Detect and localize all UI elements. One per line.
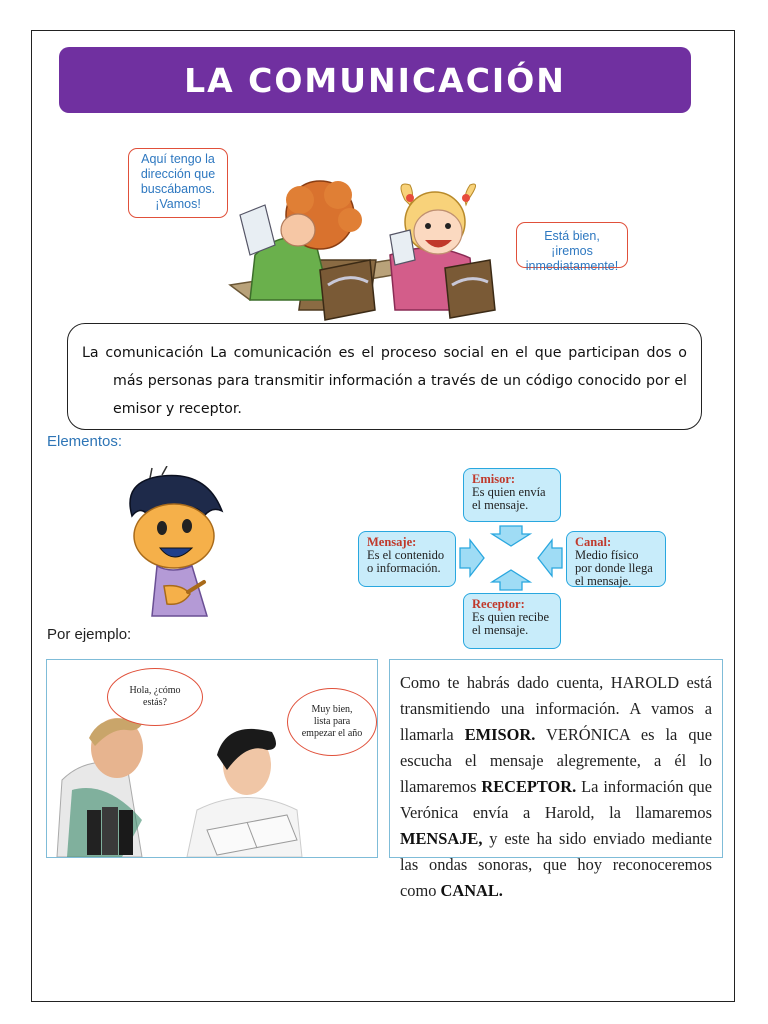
children-reading-illustration	[220, 160, 520, 325]
term-emisor: EMISOR.	[464, 725, 536, 744]
speech-cloud-veronica: Muy bien, lista para empezar el año	[287, 688, 377, 756]
speech-bubble-girl: Está bien, ¡iremos inmediatamente!	[516, 222, 628, 268]
ejemplo-label: Por ejemplo:	[47, 626, 132, 643]
definition-box	[67, 323, 702, 430]
diagram-mensaje: Mensaje: Es el contenido o información.	[358, 531, 456, 587]
arrow-left-icon	[538, 540, 562, 576]
arrow-right-icon	[460, 540, 484, 576]
arrow-up-icon	[492, 570, 530, 590]
diagram-canal: Canal: Medio físico por donde llega el mensaje.	[566, 531, 666, 587]
diagram-receptor: Receptor: Es quien recibe el mensaje.	[463, 593, 561, 649]
diagram-arrows	[456, 522, 566, 594]
speech-cloud-harold: Hola, ¿cómo estás?	[107, 668, 203, 726]
cartoon-boy-illustration	[112, 466, 232, 621]
elementos-label: Elementos:	[47, 433, 123, 450]
definition-text: La comunicación La comunicación es el proceso social en el que participan dos o más personas para transmitir información a través de un código conocido por el emisor y receptor.	[82, 345, 687, 417]
arrow-down-icon	[492, 526, 530, 546]
term-receptor: RECEPTOR.	[481, 777, 577, 796]
page-title: LA COMUNICACIÓN	[184, 60, 566, 100]
example-photo	[46, 659, 378, 858]
term-canal: CANAL.	[440, 881, 503, 900]
term-mensaje: MENSAJE,	[400, 829, 483, 848]
explanation-box: Como te habrás dado cuenta, HAROLD está transmitiendo una información. A vamos a llamarla EMISOR. VERÓNICA es la que escucha el mensaje alegremente, a él lo llamaremos RECEPTOR. La información que Verónica envía a Harold, la llamaremos MENSAJE, y este ha sido enviado mediante las ondas sonoras, que hoy reconoceremos como CANAL.	[389, 659, 723, 858]
speech-bubble-boy: Aquí tengo la dirección que buscábamos. ¡Vamos!	[128, 148, 228, 218]
title-banner	[59, 47, 691, 113]
diagram-emisor: Emisor: Es quien envía el mensaje.	[463, 468, 561, 522]
